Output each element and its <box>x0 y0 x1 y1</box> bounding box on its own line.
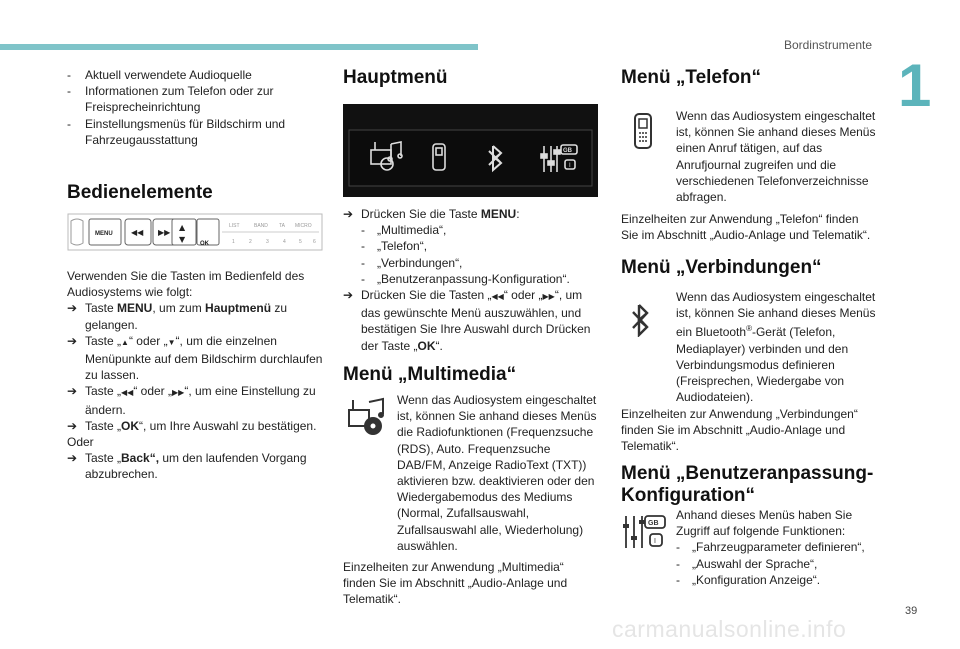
forward-icon: ▶▶ <box>542 292 555 302</box>
bedienelemente-body <box>67 268 329 483</box>
multimedia-text: Wenn das Audiosystem eingeschaltet ist, können Sie anhand dieses Menüs die Radiofunktionen (Frequenzsuche (RDS), Auto. Frequenzsuche DAB/FM, Anzeige RadioText (TXT)) aktivieren bzw. deaktivieren oder den Wiedergabemodus des Mediums (Normal, Zufallsauswahl, Zufallsauswahl alle, Wiederholung) auswählen. <box>397 393 597 553</box>
gb-label: GB <box>648 520 659 527</box>
verbindungen-details: Einzelheiten zur Anwendung „Verbindungen“ finden Sie im Abschnitt „Audio-Anlage und Telematik“. <box>621 407 858 454</box>
header-accent-bar <box>0 44 478 50</box>
list-item: ➔ Taste „◀◀“ oder „▶▶“, um eine Einstellung zu ändern. <box>67 384 316 417</box>
intro-list <box>67 67 327 148</box>
i-label: I <box>654 538 656 545</box>
heading-benutzer: Menü „Benutzeranpassung- Konfiguration“ <box>621 463 874 506</box>
list-item: - „Verbindungen“, <box>361 255 463 270</box>
preset-2: 2 <box>249 239 252 245</box>
preset-6: 6 <box>313 239 316 245</box>
forward-icon: ▶▶ <box>172 388 185 398</box>
rewind-icon: ◀◀ <box>121 388 134 398</box>
ok-key-label: OK <box>200 241 209 247</box>
preset-1: 1 <box>232 239 235 245</box>
control-panel-illustration <box>67 213 323 251</box>
main-menu-screen-drawing <box>343 104 598 197</box>
verbindungen-text: Wenn das Audiosystem eingeschaltet ist, können Sie anhand dieses Menüs ein Bluetooth®-Gerät (Telefon, Mediaplayer) verbinden und den Verbindungsmodus definieren (Freisprechen, Wiedergabe von Audiodateien). <box>676 290 876 405</box>
heading-multimedia: Menü „Multimedia“ <box>343 364 517 385</box>
list-item: - „Konfiguration Anzeige“. <box>676 572 821 587</box>
list-item: - Informationen zum Telefon oder zur Freisprecheinrichtung <box>67 84 274 115</box>
svg-text:▼: ▼ <box>179 235 186 244</box>
list-item: - „Multimedia“, <box>361 223 447 238</box>
watermark: carmanualsonline.info <box>612 616 847 642</box>
submenu-list <box>343 222 599 287</box>
preset-4: 4 <box>283 239 286 245</box>
band-key-label: BAND <box>254 223 268 229</box>
i-label: I <box>569 163 571 169</box>
preset-3: 3 <box>266 239 269 245</box>
heading-telefon: Menü „Telefon“ <box>621 67 762 88</box>
telefon-details: Einzelheiten zur Anwendung „Telefon“ finden Sie im Abschnitt „Audio-Anlage und Telematik“. <box>621 212 871 243</box>
list-item: - Aktuell verwendete Audioquelle <box>67 68 252 82</box>
svg-text:◀◀: ◀◀ <box>131 228 144 237</box>
heading-bedienelemente: Bedienelemente <box>67 182 213 204</box>
left-column <box>67 67 327 204</box>
ta-key-label: TA <box>279 223 286 229</box>
multimedia-icon <box>347 396 387 436</box>
bluetooth-icon <box>630 303 650 337</box>
list-item: - „Benutzeranpassung-Konfiguration“. <box>361 271 570 286</box>
benutzer-section <box>621 463 901 507</box>
section-title: Bordinstrumente <box>783 38 872 52</box>
gb-label: GB <box>563 148 572 154</box>
phone-icon <box>633 112 653 152</box>
control-panel-drawing <box>67 213 323 251</box>
micro-key-label: MICRO <box>295 223 312 229</box>
settings-icon <box>621 512 669 552</box>
hauptmenu-body <box>343 206 599 354</box>
benutzer-text: Anhand dieses Menüs haben Sie Zugriff auf folgende Funktionen: - „Fahrzeugparameter definieren“, - „Auswahl der Sprache“, - „Konfiguration Anzeige“. <box>676 507 876 588</box>
page-number: 39 <box>905 605 918 617</box>
oder-text: Oder <box>67 435 94 450</box>
list-item: ➔ Taste „Back“, um den laufenden Vorgang abzubrechen. <box>67 451 307 482</box>
list-item: ➔ Drücken Sie die Tasten „◀◀“ oder „▶▶“, um das gewünschte Menü auszuwählen, und bestätigen Sie Ihre Auswahl durch Drücken der Taste „OK“. <box>343 288 591 353</box>
list-item: ➔ Drücken Sie die Taste MENU: <box>343 207 520 221</box>
list-item: - Einstellungsmenüs für Bildschirm und Fahrzeugausstattung <box>67 116 286 147</box>
list-item: ➔ Taste „OK“, um Ihre Auswahl zu bestätigen. <box>67 418 317 433</box>
heading-hauptmenu: Hauptmenü <box>343 67 448 88</box>
down-arrow-icon: ▼ <box>167 337 176 347</box>
list-item: - „Fahrzeugparameter definieren“, <box>676 540 865 555</box>
list-item: ➔ Taste MENU, um zum Hauptmenü zu gelangen. <box>67 301 288 332</box>
svg-text:▶▶: ▶▶ <box>158 228 171 237</box>
chapter-number: 1 <box>898 52 932 119</box>
list-item: ➔ Taste „▲“ oder „▼“, um die einzelnen Menüpunkte auf dem Bildschirm durchlaufen zu lassen. <box>67 333 323 383</box>
telefon-section <box>621 67 876 89</box>
up-arrow-icon: ▲ <box>121 337 129 347</box>
rewind-icon: ◀◀ <box>491 292 504 302</box>
list-item: - „Auswahl der Sprache“, <box>676 556 818 571</box>
list-item: - „Telefon“, <box>361 239 428 254</box>
svg-text:▲: ▲ <box>179 223 186 232</box>
middle-column <box>343 67 599 89</box>
list-key-label: LIST <box>229 223 240 229</box>
preset-5: 5 <box>299 239 302 245</box>
main-menu-screen <box>343 104 598 197</box>
heading-verbindungen: Menü „Verbindungen“ <box>621 257 822 278</box>
verbindungen-section <box>621 257 876 279</box>
multimedia-details: Einzelheiten zur Anwendung „Multimedia“ finden Sie im Abschnitt „Audio-Anlage und Telematik“. <box>343 560 568 607</box>
bedienelemente-intro: Verwenden Sie die Tasten im Bedienfeld des Audiosystems wie folgt: <box>67 269 305 300</box>
menu-key-label: MENU <box>95 231 113 237</box>
multimedia-section <box>343 364 599 386</box>
telefon-text: Wenn das Audiosystem eingeschaltet ist, können Sie anhand dieses Menüs einen Anruf tätigen, auf das Anrufjournal zugreifen und die verschiedenen Telefonverzeichnisse abfragen. <box>676 109 876 205</box>
